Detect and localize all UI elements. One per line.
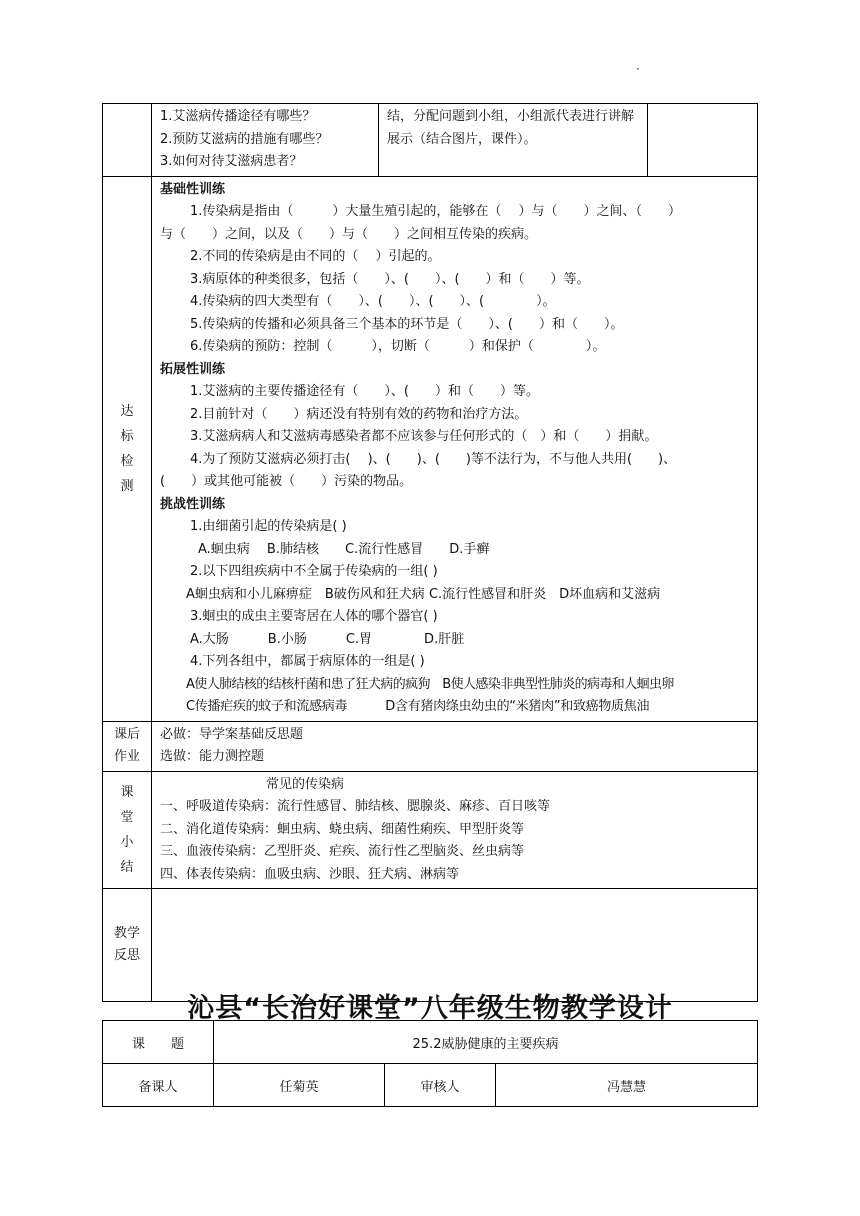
reflection-content bbox=[152, 889, 758, 1002]
design-title: 沁县“长治好课堂”八年级生物教学设计 bbox=[187, 993, 673, 1024]
preparer-label: 备课人 bbox=[103, 1064, 214, 1107]
assessment-label: 达 标 检 测 bbox=[103, 176, 152, 721]
reflection-label: 教学 反思 bbox=[103, 889, 152, 1002]
basic-q1: 1.传染病是指由（ ）大量生殖引起的，能够在（ ）与（ ）之间、（ ） bbox=[190, 204, 682, 219]
question-2: 2.预防艾滋病的措施有哪些？ bbox=[160, 131, 329, 147]
ext-q4: 4.为了预防艾滋病必须打击( )、( )、( )等不法行为，不与他人共用( )、 bbox=[190, 451, 677, 467]
extended-training-title: 拓展性训练 bbox=[160, 361, 226, 377]
homework-row bbox=[103, 721, 758, 771]
ext-q4-cont: ( ）或其他可能被（ ）污染的物品。 bbox=[160, 474, 413, 489]
preparer-row bbox=[103, 1064, 758, 1107]
questions-cell bbox=[152, 104, 379, 177]
homework-content bbox=[152, 721, 758, 771]
topic-label: 课 题 bbox=[103, 1021, 214, 1064]
method-text: 结，分配问题到小组，小组派代表进行讲解展示（结合图片，课件）。 bbox=[387, 109, 635, 147]
chal-q3: 3.蛔虫的成虫主要寄居在人体的哪个器官( ) bbox=[190, 609, 438, 624]
page-mark: · bbox=[636, 62, 640, 76]
basic-q1-cont: 与（ ）之间，以及（ ）与（ ）之间相互传染的疾病。 bbox=[160, 226, 538, 242]
summary-line-4: 四、体表传染病：血吸虫病、沙眼、狂犬病、淋病等 bbox=[160, 866, 460, 882]
ext-q1: 1.艾滋病的主要传播途径有（ ）、( ）和（ ）等。 bbox=[190, 384, 539, 399]
chal-q2-options: A蛔虫病和小儿麻痹症 B破伤风和狂犬病 C.流行性感冒和肝炎 D坏血病和艾滋病 bbox=[186, 586, 661, 602]
summary-content bbox=[152, 771, 758, 889]
reviewer-value: 冯慧慧 bbox=[496, 1064, 758, 1107]
homework-required: 必做：导学案基础反思题 bbox=[160, 726, 304, 742]
preparer-value: 任菊英 bbox=[214, 1064, 385, 1107]
assessment-row bbox=[103, 176, 758, 721]
basic-training-title: 基础性训练 bbox=[160, 181, 226, 197]
question-1: 1.艾滋病传播途径有哪些？ bbox=[160, 109, 316, 124]
summary-line-3: 三、血液传染病：乙型肝炎、疟疾、流行性乙型脑炎、丝虫病等 bbox=[160, 844, 525, 859]
homework-label: 课后 作业 bbox=[103, 721, 152, 771]
basic-q2: 2.不同的传染病是由不同的（ ）引起的。 bbox=[190, 249, 441, 264]
summary-title: 常见的传染病 bbox=[266, 776, 345, 792]
chal-q1: 1.由细菌引起的传染病是( ) bbox=[190, 519, 347, 534]
assessment-content bbox=[152, 176, 758, 721]
reflection-row bbox=[103, 889, 758, 1002]
chal-q1-options: A.蛔虫病 B.肺结核 C.流行性感冒 D.手癣 bbox=[198, 541, 490, 557]
chal-q4-option-ab: A使人肺结核的结核杆菌和患了狂犬病的疯狗 B使人感染非典型性肺炎的病毒和人蛔虫卵 bbox=[186, 676, 674, 692]
chal-q4: 4.下列各组中，都属于病原体的一组是( ) bbox=[190, 654, 425, 669]
challenge-training-title: 挑战性训练 bbox=[160, 496, 226, 512]
chal-q3-options: A.大肠 B.小肠 C.胃 D.肝脏 bbox=[190, 631, 465, 647]
reviewer-label: 审核人 bbox=[385, 1064, 496, 1107]
question-3: 3.如何对待艾滋病患者？ bbox=[160, 154, 303, 169]
basic-q3: 3.病原体的种类很多，包括（ ）、( ）、( ）和（ ）等。 bbox=[190, 271, 590, 287]
summary-row bbox=[103, 771, 758, 889]
basic-q4: 4.传染病的四大类型有（ ）、( ）、( ）、( ）。 bbox=[190, 294, 556, 309]
empty-cell bbox=[648, 104, 758, 177]
chal-q4-option-cd: C传播疟疾的蚊子和流感病毒 D含有猪肉绦虫幼虫的“米猪肉”和致癌物质焦油 bbox=[186, 699, 650, 714]
basic-q5: 5.传染病的传播和必须具备三个基本的环节是（ ）、( ）和（ ）。 bbox=[190, 316, 624, 332]
basic-q6: 6.传染病的预防：控制（ ），切断（ ）和保护（ ）。 bbox=[190, 339, 606, 354]
method-cell bbox=[379, 104, 648, 177]
homework-optional: 选做：能力测控题 bbox=[160, 749, 265, 764]
topic-row bbox=[103, 1021, 758, 1064]
ext-q3: 3.艾滋病病人和艾滋病毒感染者都不应该参与任何形式的（ ）和（ ）捐献。 bbox=[190, 429, 658, 444]
chal-q2: 2.以下四组疾病中不全属于传染病的一组( ) bbox=[190, 564, 438, 579]
summary-label: 课 堂 小 结 bbox=[103, 771, 152, 889]
ext-q2: 2.目前针对（ ）病还没有特别有效的药物和治疗方法。 bbox=[190, 406, 528, 422]
summary-line-2: 二、消化道传染病：蛔虫病、蛲虫病、细菌性痢疾、甲型肝炎等 bbox=[160, 821, 525, 837]
empty-label-cell bbox=[103, 104, 152, 177]
activity-row bbox=[103, 104, 758, 177]
topic-value: 25.2威胁健康的主要疾病 bbox=[214, 1021, 758, 1064]
lesson-table bbox=[102, 103, 758, 1002]
header-table bbox=[102, 1020, 758, 1107]
summary-line-1: 一、呼吸道传染病：流行性感冒、肺结核、腮腺炎、麻疹、百日咳等 bbox=[160, 799, 551, 814]
